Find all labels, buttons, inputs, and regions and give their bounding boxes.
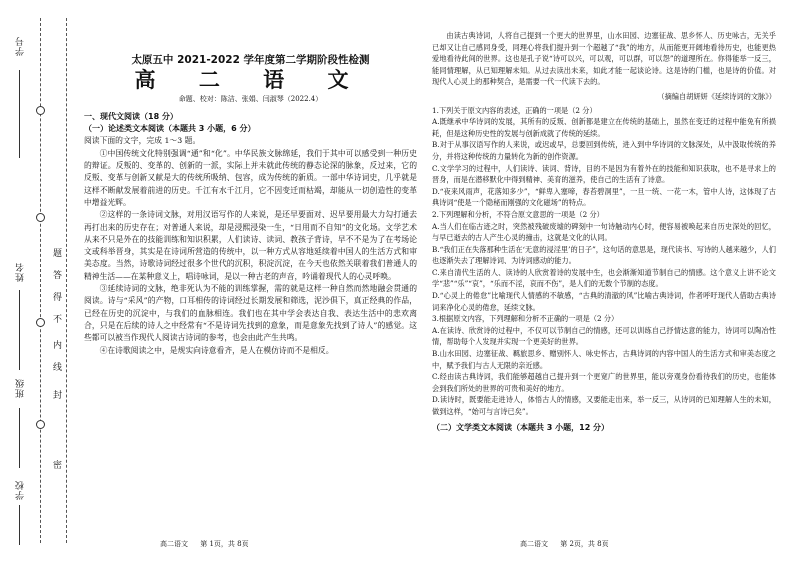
binding-hole <box>36 420 45 429</box>
label-school: 学校 <box>16 480 26 500</box>
page-1-footer <box>160 539 460 549</box>
label-class: 班级 <box>16 378 26 398</box>
cut-line <box>66 18 67 543</box>
exam-title: 太原五中 2021-2022 学年度第二学期阶段性检测 <box>131 54 370 66</box>
option: D.读诗时，既要能走进诗人，体悟古人的情感，又要能走出来，举一反三，从诗词的已知理解人生的未知，做到这样，“始可与言诗已矣”。 <box>432 395 776 416</box>
name-blank[interactable] <box>19 290 20 370</box>
paragraph: 由读古典诗词，人将自己提到一个更大的世界里，山水田园、边塞征战、思乡怀人、历史咏古，无关乎已却又让自己感同身受，同理心将我们提升到一个超越了“我”的地方，从而能更开阔地看待历史，也能更热爱地看待此间的世界。这也是孔子说“诗可以兴，可以观，可以群，可以怨”的道理所在。你得能举一反三，能同情理解，从已知理解未知。从过去读出未来，如此才能一起谈论诗。这是诗的门槛，也是诗的价值。对现代人心灵上的那种契合，是需要一代一代读下去的。 <box>432 31 776 87</box>
option: D.“心灵上的倦怠”比喻现代人情感的不敏感，“古典的清澈的风”比喻古典诗词，作者呼吁现代人借助古典诗词来净化心灵的倦怠，延续文脉。 <box>432 291 776 312</box>
footer-subject: 高二语文 <box>160 540 188 548</box>
binding-margin <box>0 0 76 561</box>
footer-page: 第 2页，共 8页 <box>560 540 609 548</box>
label-student-id: 学号 <box>16 36 26 56</box>
binding-hole <box>36 318 45 327</box>
paragraph: ①中国传统文化特别强调“通”和“化”。中华民族文脉绵延，我们于其中可以感受到一种历史的辩证。反叛的、变革的、创新的一派，实际上并未就此传统的静态论深的脉象，反过来，它的反叛、变革与创新又献是大的传统所吸纳、包容，成为传统的新质。一部中华诗词史，几乎就是这样不断献发展着前进的历史。千江有水千江月，它不因变迁而枯竭，却能从一切创造性的变革中增益光辉。 <box>84 148 417 207</box>
seal-char: 题 <box>51 248 61 258</box>
option: B.山水田园、边塞征战、羁旅思乡、赠别怀人、咏史怀古，古典诗词的内容中国人的生活方式和审美态度之中，赋予我们与古人无限的亲近感。 <box>432 349 776 370</box>
option: C.经由读古典诗词，我们能够超越自己提升到一个更宽广的世界里，能以旁观身份看待我们的历史，也能体会到我们所处的世界的可贵和美好的地方。 <box>432 372 776 393</box>
seal-char: 封 <box>51 390 61 400</box>
option: C.文学学习的过程中，人们读诗、读词、背诗，目的不是因为有着外在的技能和知识获取，也不是寻求上的晋身，而是在潜移默化中得到精神、美育的滋养，使自己的生活有了诗意。 <box>432 163 776 185</box>
school-blank[interactable] <box>19 505 20 545</box>
subsection-heading: （二）文学类文本阅读（本题共 3 小题，12 分） <box>432 422 610 432</box>
seal-char: 内 <box>51 340 61 350</box>
seal-char: 得 <box>51 292 61 302</box>
option: B.“我们正在失落那种生活在‘无意的浸淫里’的日子”，这句话的意思是，现代读书、写诗的人越来越少，人们也逐渐失去了理解诗词、为诗词感动的能力。 <box>432 244 776 266</box>
source-citation: （摘编自胡妍妍《延续诗词的文脉》） <box>657 91 776 101</box>
seal-char: 不 <box>51 314 61 324</box>
paragraph: ④在诗歌阅读之中，是规实向诗意看齐，是人在模仿诗而不是相反。 <box>99 345 334 355</box>
option: A.当人们在临古迹之时，突然被残破废墟的碑刻中一句诗触动内心时，便容易被唤起来自历史深处的回忆，与早已逝去的古人产生心灵的撞击，这就是文化的认同。 <box>432 221 776 243</box>
question-1: 1.下列关于原文内容的表述，正确的一项是（2 分） <box>432 105 597 115</box>
reading-instruction: 阅读下面的文字，完成 1～3 题。 <box>84 136 201 146</box>
student-id-blank[interactable] <box>19 70 20 158</box>
question-3: 3.根据原文内容，下列理解和分析不正确的一项是（2 分） <box>432 314 619 324</box>
subject-title: 高 二 语 文 <box>134 67 367 93</box>
page-2-footer <box>520 539 794 549</box>
label-name: 姓名 <box>16 262 26 282</box>
subsection-heading: （一）论述类文本阅读（本题共 3 小题，6 分） <box>84 124 256 134</box>
author-line: 命题、校对：陈洁、张娟、闫淑琴（2022.4） <box>178 94 323 103</box>
page-1 <box>84 30 417 357</box>
paragraph: ③延续诗词的文脉，绝非死认为不能的训练掌握，需的就是这样一种自然而然地融会贯通的阅读。诗与“采风”的产物，口耳相传的诗词经过长期发展和筛选，泥沙俱下，真正经典的作品，已经在历史的沉淀中，与我们的血脉相连。我们也在其中学会表达自我、表达生活中的悲欢离合，只是在后续的诗人之中经常有“不是诗词先找到的意象，而是意象先找到了诗人”的感觉。这些都可以被当作现代人阅读古诗词的参考，也会由此产生共鸣。 <box>84 284 417 343</box>
binding-hole <box>36 106 45 115</box>
footer-subject: 高二语文 <box>520 540 548 548</box>
option: A.在读诗、欣赏诗的过程中，不仅可以节制自己的情感，还可以训练自己抒情达意的能力，诗词可以陶冶性情，帮助每个人发现并实现一个更美好的世界。 <box>432 325 776 347</box>
option: A.既继承中华诗词的发展，其所有的反叛、创新都是建立在传统的基础上，虽然在变迁的过程中能免有所损耗，但是这种历史性的发展与创新成就了传统的延续。 <box>432 117 776 138</box>
seal-line <box>40 18 41 543</box>
binding-hole <box>36 213 45 222</box>
class-blank[interactable] <box>19 408 20 468</box>
section-heading: 一、现代文阅读（18 分） <box>84 111 178 121</box>
paragraph: ②这样的一条诗词文脉，对用汉语写作的人来说，是还早要面对、迟早要用最大力勾打通去再打出来的历史存在；对普通人来说，却是浸熙浸染一生，“日用而不自知”的文化场。文学艺术从来不只是外在的技能训练和知识积累，人们读诗、读词、教孩子背诗，早不不是为了在考场论文或科举晋身，其实是在诗词所营造的传统中，以一种方式从容地延续着中国人的生活方式和审美态度。当然，诗歌诗词经过很多个世代的沉积，积淀沉淀，在今天也依然关联着我们普通人的精神生活——在某种意义上，唱诗咏词，是以一种古老的声音，吟诵着现代人的心灵呼唤。 <box>84 210 417 281</box>
option: D.“夜来风雨声，花落知多少”，“鲜卑入塞啼，春苔碧洞里”，一旦一统、一花一木，管中人诗，这体现了古典诗词“使是一个隐秘而刚强的文化磁场”的特点。 <box>432 186 776 208</box>
page-2 <box>432 30 776 433</box>
option: C.来自清代生活的人、读诗的人欣赏着诗的发展中生，也会渐渐知道节制自己的情感。这个意义上讲不论文学“悲”“乐”“哀”，“乐而不淫，哀而不伤”，是人们的无数个节制的态度。 <box>432 267 776 289</box>
seal-char: 密 <box>51 460 61 470</box>
seal-char: 答 <box>51 270 61 280</box>
question-2: 2.下列理解和分析，不符合原文意思的一项是（2 分） <box>432 209 604 219</box>
seal-char: 线 <box>51 362 61 372</box>
option: B.对于从事汉语写作的人来说，或迟或早，总要回到传统，进入到中华诗词的文脉深处，从中汲取传统的养分，并将这种传统的力量转化为新的创作资源。 <box>432 140 776 161</box>
footer-page: 第 1页，共 8页 <box>200 540 249 548</box>
